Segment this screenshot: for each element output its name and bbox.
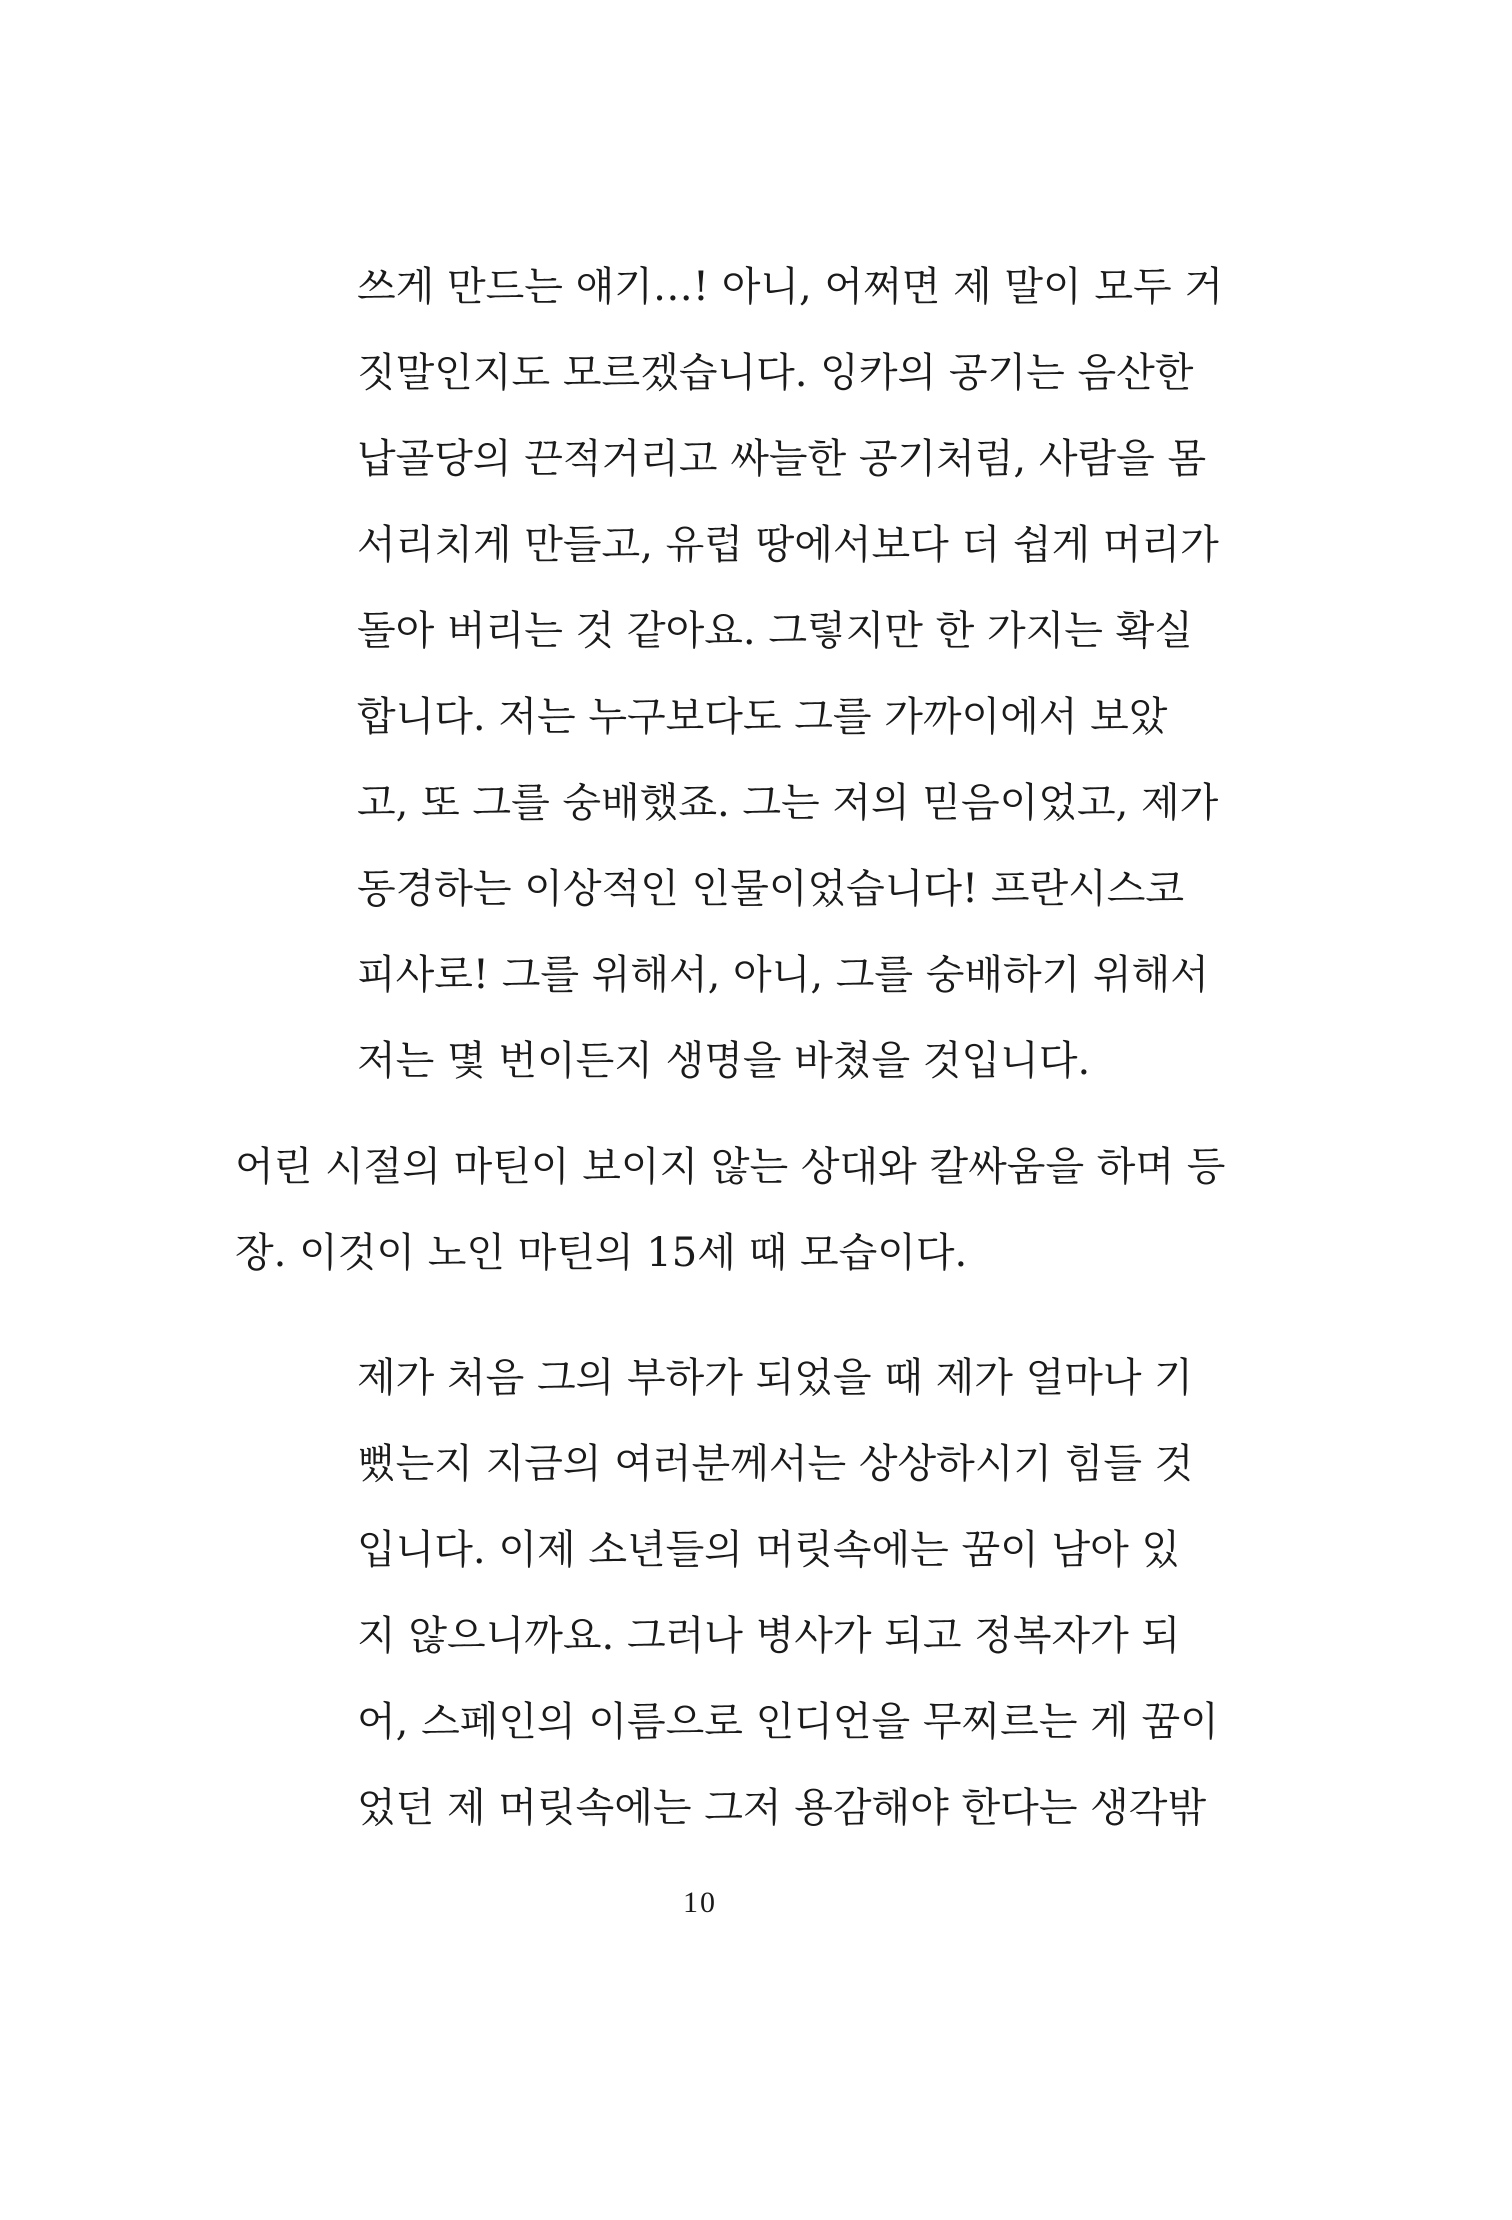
text-line: 저는 몇 번이든지 생명을 바쳤을 것입니다. — [357, 1038, 1091, 1084]
text-line: 고, 또 그를 숭배했죠. 그는 저의 믿음이었고, 제가 — [357, 780, 1219, 826]
text-line: 쓰게 만드는 얘기…! 아니, 어쩌면 제 말이 모두 거 — [357, 264, 1224, 310]
text-line: 동경하는 이상적인 인물이었습니다! 프란시스코 — [357, 866, 1185, 912]
text-line: 입니다. 이제 소년들의 머릿속에는 꿈이 남아 있 — [357, 1527, 1181, 1573]
text-line: 피사로! 그를 위해서, 아니, 그를 숭배하기 위해서 — [357, 952, 1209, 998]
stage-direction — [235, 1124, 1226, 1296]
text-line: 지 않으니까요. 그러나 병사가 되고 정복자가 되 — [357, 1613, 1181, 1659]
text-line: 어, 스페인의 이름으로 인디언을 무찌르는 게 꿈이 — [357, 1699, 1219, 1745]
text-line: 짓말인지도 모르겠습니다. 잉카의 공기는 음산한 — [357, 350, 1194, 396]
text-line: 서리치게 만들고, 유럽 땅에서보다 더 쉽게 머리가 — [357, 522, 1219, 568]
monologue-paragraph-1 — [357, 244, 1224, 1104]
monologue-paragraph-2 — [357, 1335, 1219, 1851]
text-line: 납골당의 끈적거리고 싸늘한 공기처럼, 사람을 몸 — [357, 436, 1207, 482]
text-line: 었던 제 머릿속에는 그저 용감해야 한다는 생각밖 — [357, 1785, 1207, 1831]
text-line: 어린 시절의 마틴이 보이지 않는 상대와 칼싸움을 하며 등 — [235, 1144, 1226, 1190]
page-number: 10 — [683, 1886, 717, 1919]
text-line: 제가 처음 그의 부하가 되었을 때 제가 얼마나 기 — [357, 1355, 1193, 1401]
text-line: 장. 이것이 노인 마틴의 15세 때 모습이다. — [235, 1230, 968, 1276]
text-line: 뻤는지 지금의 여러분께서는 상상하시기 힘들 것 — [357, 1441, 1194, 1487]
text-line: 돌아 버리는 것 같아요. 그렇지만 한 가지는 확실 — [357, 608, 1193, 654]
text-line: 합니다. 저는 누구보다도 그를 가까이에서 보았 — [357, 694, 1168, 740]
